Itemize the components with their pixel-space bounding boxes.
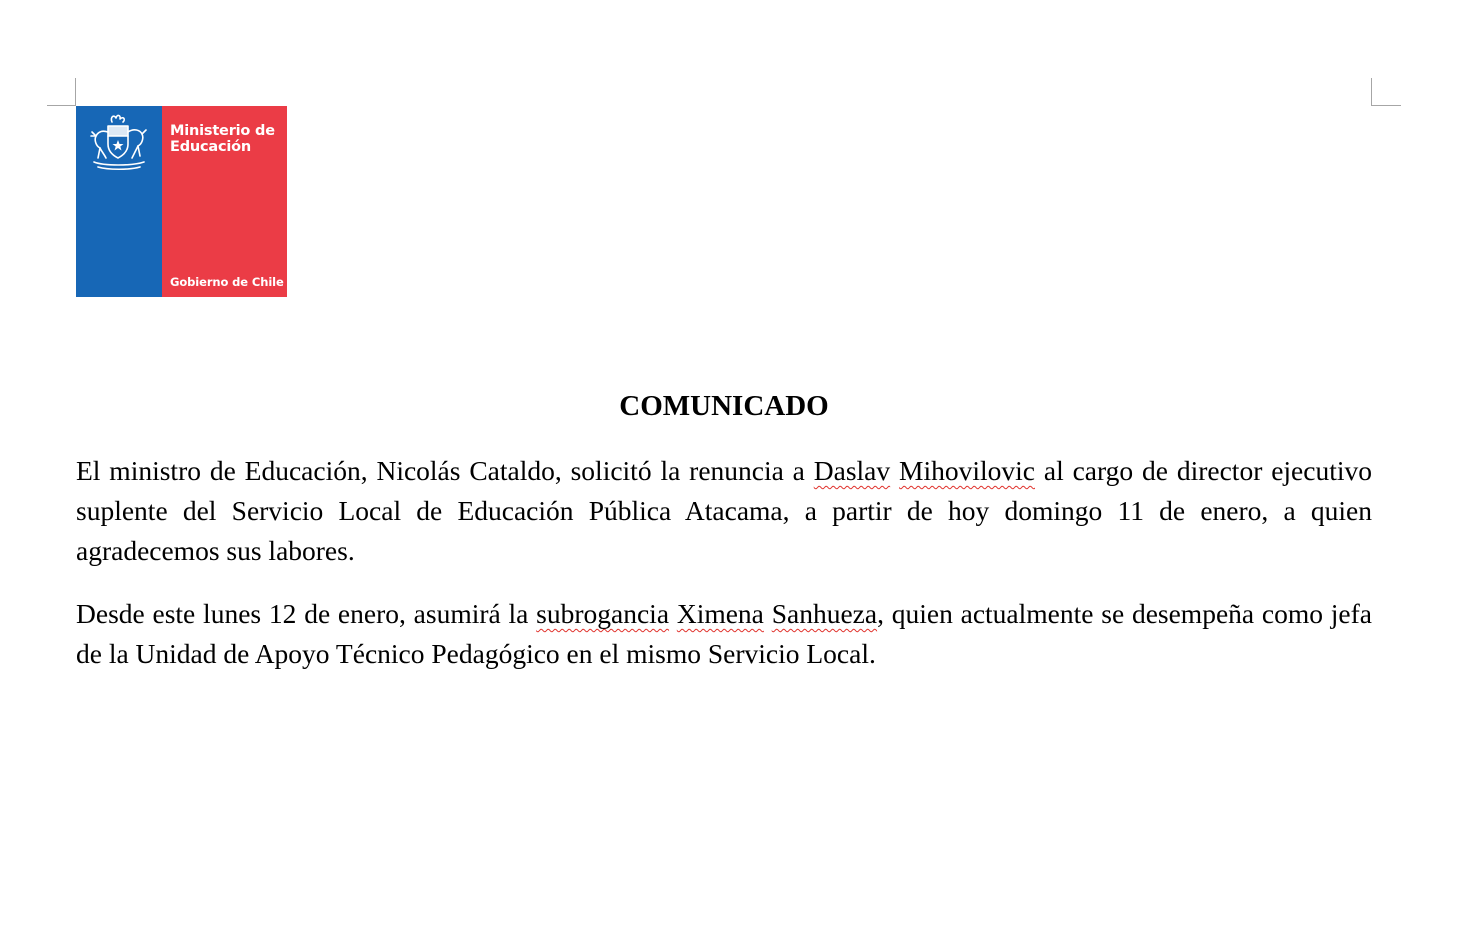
paragraph-2-space-1: [669, 598, 677, 629]
paragraph-1-text-before: El ministro de Educación, Nicolás Cataldo, solicitó la renuncia a: [76, 455, 814, 486]
document-heading[interactable]: COMUNICADO: [619, 390, 829, 422]
coat-of-arms-icon: [84, 112, 152, 174]
ministry-logo: [76, 106, 287, 297]
logo-ministry-name: [170, 123, 275, 155]
paragraph-1[interactable]: [76, 451, 1372, 571]
paragraph-1-space: [890, 455, 899, 486]
paragraph-1-text-after: al cargo de director ejecutivo suplente del Servicio Local de Educación Pública Atacama, a partir de hoy domingo 11 de enero, a quien agradecemos sus labores.: [76, 455, 1373, 566]
logo-red-panel: [162, 106, 287, 297]
paragraph-2[interactable]: [76, 594, 1372, 674]
paragraph-2-text-before: Desde este lunes 12 de enero, asumirá la: [76, 598, 537, 629]
paragraph-2-text-after: , quien actualmente se desempeña como jefa de la Unidad de Apoyo Técnico Pedagógico en el mismo Servicio Local.: [76, 598, 1372, 669]
paragraph-2-space-2: [764, 598, 772, 629]
margin-corner-top-right: [1371, 78, 1372, 105]
margin-corner-top-left: [75, 78, 76, 105]
spellcheck-word-ximena[interactable]: Ximena: [676, 598, 764, 629]
logo-line-1: Ministerio de: [170, 123, 275, 139]
spellcheck-word-sanhueza[interactable]: Sanhueza: [771, 598, 878, 629]
margin-corner-top-right-horizontal: [1371, 105, 1401, 106]
logo-blue-panel: [76, 106, 162, 297]
spellcheck-word-daslav[interactable]: Daslav: [813, 455, 891, 486]
logo-government-label: Gobierno de Chile: [170, 275, 284, 289]
margin-corner-top-left-horizontal: [47, 105, 76, 106]
logo-line-2: Educación: [170, 139, 252, 155]
spellcheck-word-mihovilovic[interactable]: Mihovilovic: [899, 455, 1035, 486]
spellcheck-word-subrogancia[interactable]: subrogancia: [536, 598, 670, 629]
